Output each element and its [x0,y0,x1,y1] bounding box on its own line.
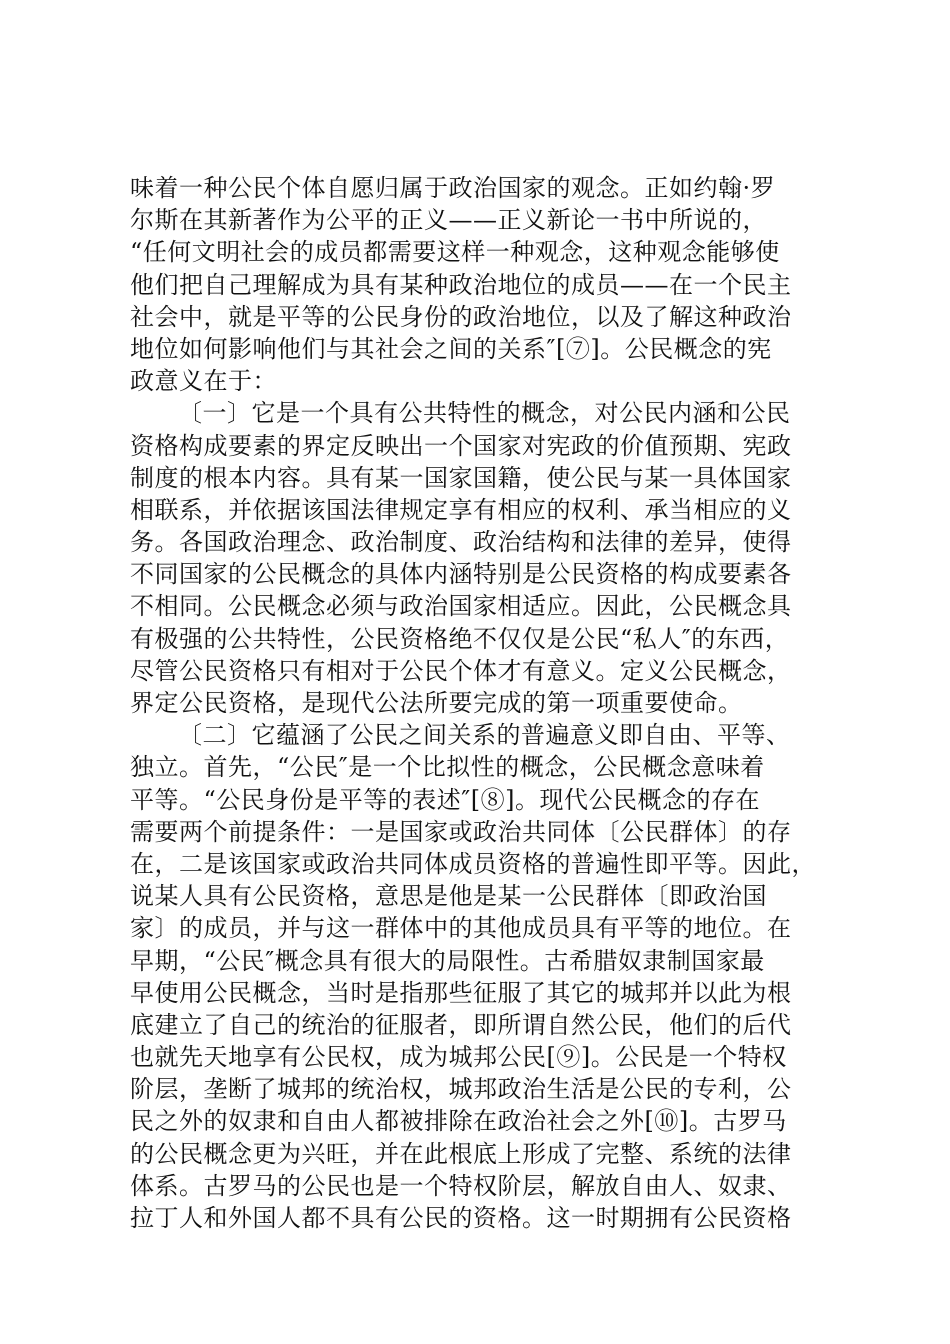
paragraph-start-line: 〔二〕它蕴涵了公民之间关系的普遍意义即自由、平等、 [178,721,791,750]
text-line: 家〕的成员，并与这一群体中的其他成员具有平等的地位。在 [130,914,792,943]
text-line: 在，二是该国家或政治共同体成员资格的普遍性即平等。因此， [130,849,816,878]
body-text [130,172,830,1234]
text-line: 社会中，就是平等的公民身份的政治地位，以及了解这种政治 [130,302,792,331]
text-line: 有极强的公共特性，公民资格绝不仅仅是公民“私人″的东西， [130,624,790,653]
text-line: 不相同。公民概念必须与政治国家相适应。因此，公民概念具 [130,592,792,621]
text-line: 平等。“公民身份是平等的表述″[⑧]。现代公民概念的存在 [130,785,760,814]
text-line: 资格构成要素的界定反映出一个国家对宪政的价值预期、宪政 [130,431,792,460]
text-line: 务。各国政治理念、政治制度、政治结构和法律的差异，使得 [130,528,792,557]
text-line: 需要两个前提条件：一是国家或政治共同体〔公民群体〕的存 [130,817,792,846]
text-line: 体系。古罗马的公民也是一个特权阶层，解放自由人、奴隶、 [130,1171,792,1200]
text-line: 早期，“公民″概念具有很大的局限性。古希腊奴隶制国家最 [130,946,765,975]
text-line: 尽管公民资格只有相对于公民个体才有意义。定义公民概念， [130,656,792,685]
text-line: 味着一种公民个体自愿归属于政治国家的观念。正如约翰·罗 [130,174,776,202]
paragraph-start-line: 〔一〕它是一个具有公共特性的概念，对公民内涵和公民 [178,399,791,428]
text-line: 阶层，垄断了城邦的统治权，城邦政治生活是公民的专利，公 [130,1075,792,1104]
text-line: 早使用公民概念，当时是指那些征服了其它的城邦并以此为根 [130,978,792,1007]
text-line: 尔斯在其新著作为公平的正义——正义新论一书中所说的， [130,206,767,235]
text-line: 地位如何影响他们与其社会之间的关系″[⑦]。公民概念的宪 [130,334,772,363]
text-line: 他们把自己理解成为具有某种政治地位的成员——在一个民主 [130,270,792,299]
text-line: 制度的根本内容。具有某一国家国籍，使公民与某一具体国家 [130,463,792,492]
text-line: 民之外的奴隶和自由人都被排除在政治社会之外[⑩]。古罗马 [130,1107,787,1136]
text-line: 政意义在于： [130,367,277,396]
text-line: 的公民概念更为兴旺，并在此根底上形成了完整、系统的法律 [130,1139,792,1168]
text-line: 说某人具有公民资格，意思是他是某一公民群体〔即政治国 [130,882,767,911]
text-line: 拉丁人和外国人都不具有公民的资格。这一时期拥有公民资格 [130,1204,792,1232]
text-line: 不同国家的公民概念的具体内涵特别是公民资格的构成要素各 [130,560,792,589]
text-line: 相联系，并依据该国法律规定享有相应的权利、承当相应的义 [130,495,792,524]
text-line: “任何文明社会的成员都需要这样一种观念，这种观念能够使 [130,238,780,267]
text-line: 底建立了自己的统治的征服者，即所谓自然公民，他们的后代 [130,1010,792,1039]
text-line: 独立。首先，“公民″是一个比拟性的概念，公民概念意味着 [130,753,765,782]
text-line: 界定公民资格，是现代公法所要完成的第一项重要使命。 [130,689,743,717]
text-line: 也就先天地享有公民权，成为城邦公民[⑨]。公民是一个特权 [130,1043,787,1072]
